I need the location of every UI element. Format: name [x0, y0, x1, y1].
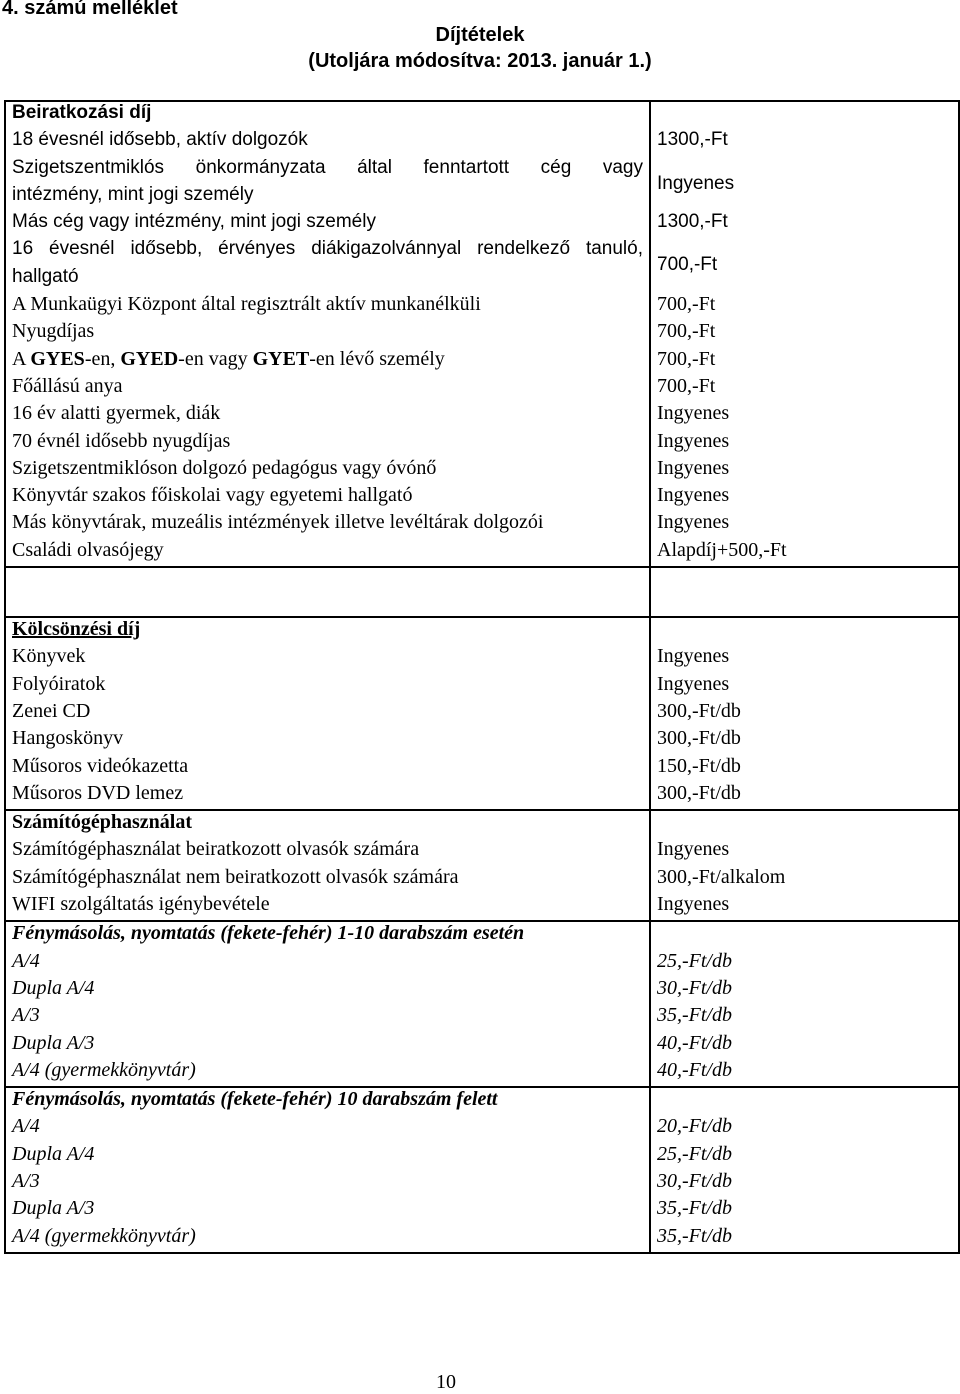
fee-value: Ingyenes [657, 893, 730, 916]
fee-label: Könyvek [12, 645, 86, 668]
heading-spacer [657, 922, 952, 949]
fee-label: A/4 (gyermekkönyvtár) [12, 1224, 196, 1247]
fee-label: 18 évesnél idősebb, aktív dolgozók [12, 129, 308, 151]
fee-label: Műsoros videókazetta [12, 754, 189, 777]
fee-value: 35,-Ft/db [657, 1197, 732, 1220]
section-heading: Fénymásolás, nyomtatás (fekete-fehér) 10 darabszám felett [12, 1088, 498, 1111]
page-subtitle: (Utoljára módosítva: 2013. január 1.) [308, 50, 652, 72]
fee-label: Számítógéphasználat nem beiratkozott olvasók számára [12, 865, 459, 888]
fee-label: Folyóiratok [12, 672, 106, 695]
fee-value: 30,-Ft/db [657, 976, 732, 999]
fee-value: 700,-Ft [657, 254, 718, 276]
fee-label: Családi olvasójegy [12, 538, 164, 561]
fee-label: Nyugdíjas [12, 320, 95, 343]
fee-value: Ingyenes [657, 645, 730, 668]
section-heading: Számítógéphasználat [12, 811, 192, 834]
fee-table [4, 100, 960, 1254]
section-heading: Beiratkozási díj [12, 102, 152, 123]
fee-label: WIFI szolgáltatás igénybevétele [12, 893, 270, 916]
section-heading: Kölcsönzési díj [12, 618, 141, 641]
copy-small-values [650, 921, 959, 1087]
computer-section [5, 810, 959, 921]
fee-value: 1300,-Ft [657, 211, 728, 233]
page-title: Díjtételek [435, 24, 525, 46]
fee-value: 35,-Ft/db [657, 1004, 732, 1027]
fee-label: A/4 [12, 1115, 40, 1138]
fee-value: Alapdíj+500,-Ft [657, 538, 787, 561]
lending-section [5, 617, 959, 810]
copy-large-section [5, 1087, 959, 1253]
fee-value: 300,-Ft/db [657, 699, 741, 722]
fee-value: Ingyenes [657, 429, 730, 452]
fee-label: Dupla A/4 [12, 976, 95, 999]
fee-label: 16 évesnél idősebb, érvényes diákigazolvánnyal rendelkező tanuló, [12, 238, 643, 260]
fee-label: Szigetszentmiklós önkormányzata által fenntartott cég vagy [12, 156, 643, 178]
fee-label: Szigetszentmiklóson dolgozó pedagógus vagy óvónő [12, 456, 437, 479]
fee-label: Más könyvtárak, muzeális intézmények illetve levéltárak dolgozói [12, 511, 544, 534]
fee-value: Ingyenes [657, 402, 730, 425]
copy-small-section [5, 921, 959, 1087]
fee-value: 700,-Ft [657, 293, 716, 316]
fee-value: 300,-Ft/db [657, 781, 741, 804]
fee-value: 700,-Ft [657, 320, 716, 343]
fee-value: Ingyenes [657, 456, 730, 479]
heading-spacer [657, 811, 952, 838]
fee-label: Főállású anya [12, 374, 123, 397]
fee-value: 35,-Ft/db [657, 1224, 732, 1247]
fee-label: 16 év alatti gyermek, diák [12, 402, 221, 425]
enrollment-section [5, 101, 959, 567]
fee-label: Dupla A/4 [12, 1142, 95, 1165]
lending-labels [5, 617, 650, 810]
page-number: 10 [436, 1371, 456, 1393]
fee-value: Ingyenes [657, 484, 730, 507]
fee-value: Ingyenes [657, 172, 735, 194]
fee-label: Zenei CD [12, 699, 91, 722]
enrollment-values [650, 101, 959, 567]
fee-value: 300,-Ft/alkalom [657, 865, 786, 888]
fee-label: Dupla A/3 [12, 1197, 95, 1220]
fee-value: 700,-Ft [657, 374, 716, 397]
fee-label: A GYES-en, GYED-en vagy GYET-en lévő személy [12, 347, 445, 370]
lending-values [650, 617, 959, 810]
fee-label: A/4 (gyermekkönyvtár) [12, 1058, 196, 1081]
fee-value: Ingyenes [657, 672, 730, 695]
fee-value: 25,-Ft/db [657, 949, 732, 972]
fee-label: Hangoskönyv [12, 727, 124, 750]
copy-large-labels [5, 1087, 650, 1253]
spacer-row [5, 567, 959, 617]
fee-label: Könyvtár szakos főiskolai vagy egyetemi hallgató [12, 484, 413, 507]
fee-value: 300,-Ft/db [657, 727, 741, 750]
section-heading: Fénymásolás, nyomtatás (fekete-fehér) 1-10 darabszám esetén [12, 922, 525, 945]
fee-value: 20,-Ft/db [657, 1115, 732, 1138]
heading-spacer [657, 1088, 952, 1115]
fee-value: 30,-Ft/db [657, 1169, 732, 1192]
fee-label: Számítógéphasználat beiratkozott olvasók számára [12, 838, 420, 861]
computer-values [650, 810, 959, 921]
copy-small-labels [5, 921, 650, 1087]
fee-value: Ingyenes [657, 838, 730, 861]
fee-value: 40,-Ft/db [657, 1031, 732, 1054]
heading-spacer [657, 102, 952, 129]
fee-label: A/4 [12, 949, 40, 972]
fee-label: A/3 [12, 1169, 40, 1192]
fee-label: Más cég vagy intézmény, mint jogi személy [12, 211, 376, 233]
computer-labels [5, 810, 650, 921]
annex-label: 4. számú melléklet [2, 0, 178, 19]
fee-value: 700,-Ft [657, 347, 716, 370]
fee-label: Műsoros DVD lemez [12, 781, 184, 804]
fee-value: Ingyenes [657, 511, 730, 534]
fee-value: 150,-Ft/db [657, 754, 741, 777]
fee-value: 40,-Ft/db [657, 1058, 732, 1081]
copy-large-values [650, 1087, 959, 1253]
fee-label: Dupla A/3 [12, 1031, 95, 1054]
fee-label: intézmény, mint jogi személy [12, 183, 254, 205]
enrollment-labels [5, 101, 650, 567]
heading-spacer [657, 618, 952, 645]
fee-value: 25,-Ft/db [657, 1142, 732, 1165]
fee-label: hallgató [12, 265, 79, 287]
fee-label: A/3 [12, 1004, 40, 1027]
fee-value: 1300,-Ft [657, 129, 728, 151]
fee-label: 70 évnél idősebb nyugdíjas [12, 429, 231, 452]
fee-label: A Munkaügyi Központ által regisztrált aktív munkanélküli [12, 293, 481, 316]
